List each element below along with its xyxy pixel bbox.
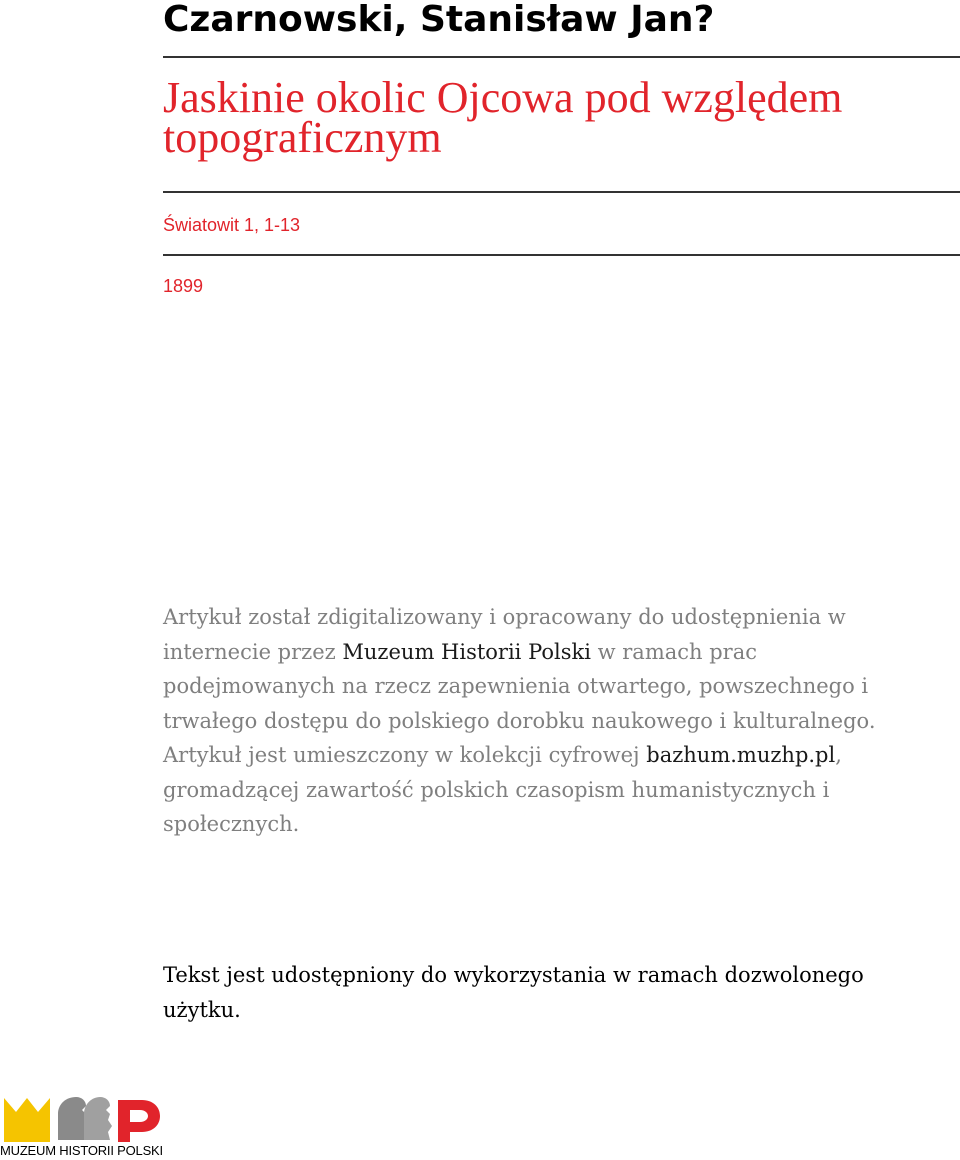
logo-red-p [118,1100,160,1142]
author-name: Czarnowski, Stanisław Jan? [163,0,715,40]
publication-year: 1899 [163,276,204,296]
museum-logo-icon [0,1092,170,1144]
source-citation: Światowit 1, 1-13 [163,215,301,235]
logo-gray-profile [58,1097,88,1140]
logo-caption: MUZEUM HISTORII POLSKI [0,1143,163,1158]
info-text-part2: w ramach prac podejmowanych na rzecz zapewnienia otwartego, powszechnego i trwałego dostępu do polskiego dorobku naukowego i kulturalnego. Artykuł jest umieszczony w kolekcji cyfrowej [163,639,876,767]
digitization-info [163,600,933,842]
divider-top [163,56,960,58]
info-text-part3: , gromadzącej zawartość polskich czasopism humanistycznych i społecznych. [163,743,842,836]
logo-gray-profile-2 [84,1097,112,1140]
divider-bottom [163,254,960,256]
museum-name: Muzeum Historii Polski [342,639,591,664]
logo-yellow-crown [4,1098,50,1142]
site-link[interactable]: bazhum.muzhp.pl [646,743,836,767]
divider-middle [163,191,960,193]
license-notice: Tekst jest udostępniony do wykorzystania w ramach dozwolonego użytku. [163,963,864,1022]
info-text-part1: Artykuł został zdigitalizowany i opracowany do udostępnienia w internecie przez [163,605,846,664]
article-title: Jaskinie okolic Ojcowa pod względem topograficznym [163,73,843,162]
